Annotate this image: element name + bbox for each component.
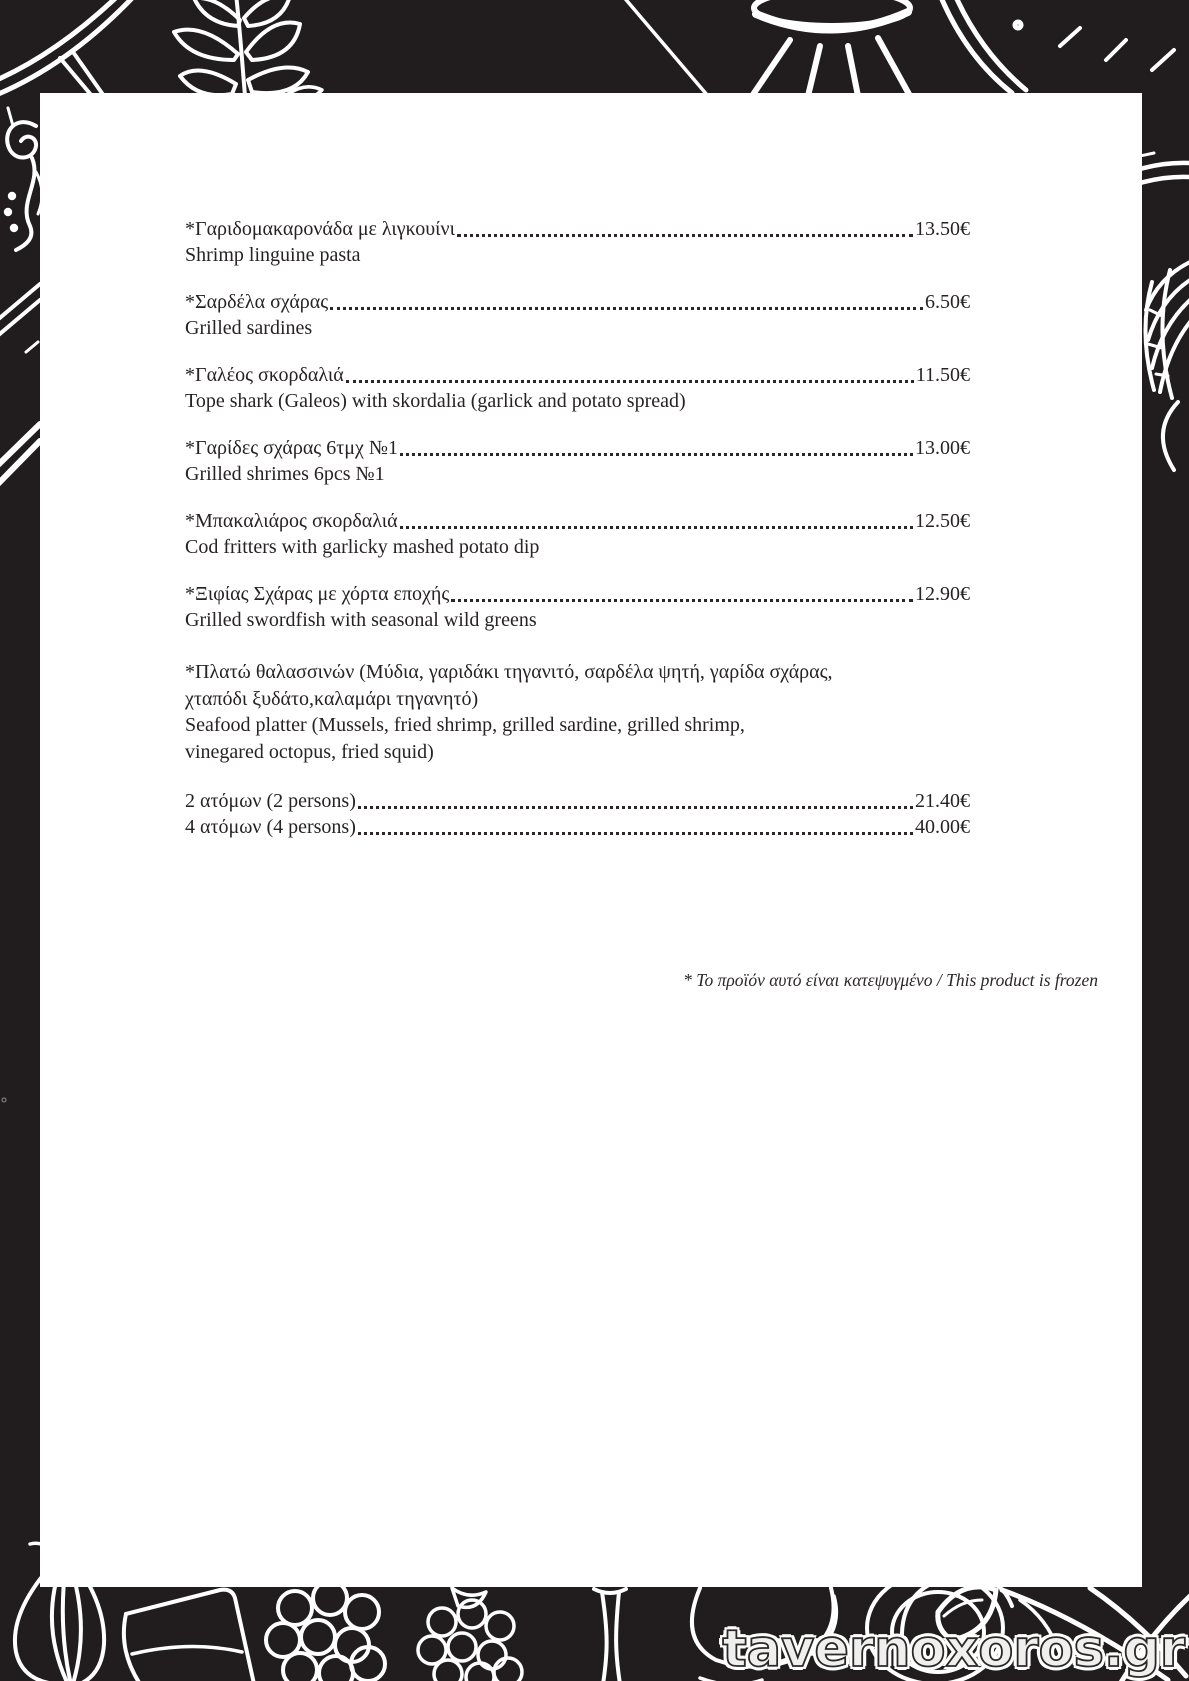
dot-leader: [457, 234, 913, 237]
option-price: 21.40€: [915, 790, 970, 812]
top-right-arc-sketch: [938, 0, 1174, 93]
grapes-sketch: [266, 1581, 385, 1681]
menu-page: [40, 93, 1142, 1587]
dot-leader: [330, 307, 923, 310]
left-swirl-sketch: [6, 122, 42, 250]
dot-leader: [358, 832, 913, 835]
dish-name-greek: *Σαρδέλα σχάρας: [185, 291, 329, 313]
tumbler-sketch: [124, 1590, 254, 1681]
dish-price: 12.50€: [915, 510, 970, 532]
dish-name-english: Grilled shrimes 6pcs №1: [185, 463, 385, 485]
dish-name-english: Shrimp linguine pasta: [185, 244, 361, 266]
platter-english-line1: Seafood platter (Mussels, fried shrimp, grilled sardine, grilled shrimp,: [185, 714, 745, 736]
left-diagonal-lines-sketch: [0, 284, 40, 1102]
dot-leader: [400, 453, 913, 456]
dish-price: 11.50€: [915, 364, 970, 386]
dot-leader: [400, 526, 913, 529]
platter-option: [185, 788, 970, 814]
diagonal-line-sketch: [622, 0, 708, 96]
right-border-lines-sketch: [1140, 153, 1189, 183]
platter-greek-line2: χταπόδι ξυδάτο,καλαμάρι τηγανητό): [185, 687, 479, 710]
dish-price: 13.00€: [915, 437, 970, 459]
platter-options: [185, 788, 970, 840]
glass-stem-sketch: [594, 1589, 626, 1681]
dish-name-greek: *Γαρίδες σχάρας 6τμχ №1: [185, 437, 398, 459]
dish-name-greek: *Γαλέος σκορδαλιά: [185, 364, 344, 386]
dish-name-english: Tope shark (Galeos) with skordalia (garlick and potato spread): [185, 390, 686, 412]
site-watermark: tavernoxoros.gr: [722, 1620, 1185, 1679]
dish-name-greek: *Μπακαλιάρος σκορδαλιά: [185, 510, 398, 532]
raspberry-sketch: [418, 1588, 522, 1681]
menu-item: [185, 435, 970, 487]
dish-name-english: Grilled swordfish with seasonal wild greens: [185, 609, 537, 631]
option-price: 40.00€: [915, 816, 970, 838]
frozen-product-footnote: * Το προϊόν αυτό είναι κατεψυγμένο / This product is frozen: [683, 970, 1098, 990]
platter-option: [185, 814, 970, 840]
dish-name-greek: *Γαριδομακαρονάδα με λιγκουίνι: [185, 218, 455, 240]
platter-greek-line1: *Πλατώ θαλασσινών (Μύδια, γαριδάκι τηγανιτό, σαρδέλα ψητή, γαρίδα σχάρας,: [185, 661, 833, 683]
bar-stool-sketch: [752, 0, 910, 96]
platter-english-line2: vinegared octopus, fried squid): [185, 740, 434, 763]
dot-leader: [346, 380, 914, 383]
dish-price: 13.50€: [915, 218, 970, 240]
dot-leader: [358, 806, 913, 809]
dish-name-english: Cod fritters with garlicky mashed potato dip: [185, 536, 540, 558]
option-label: 4 ατόμων (4 persons): [185, 816, 356, 838]
olive-branch-sketch: [174, 0, 322, 100]
shell-sketch: [1145, 262, 1189, 470]
menu-item: [185, 581, 970, 633]
dish-price: 12.90€: [915, 583, 970, 605]
dish-price: 6.50€: [925, 291, 970, 313]
menu-item: [185, 289, 970, 341]
menu-item-platter: [185, 659, 970, 765]
menu-item: [185, 216, 970, 268]
menu-item: [185, 508, 970, 560]
menu-content: [185, 216, 970, 840]
dish-name-greek: *Ξιφίας Σχάρας με χόρτα εποχής: [185, 583, 450, 605]
option-label: 2 ατόμων (2 persons): [185, 790, 356, 812]
dish-name-english: Grilled sardines: [185, 317, 313, 339]
menu-item: [185, 362, 970, 414]
dot-leader: [451, 599, 913, 602]
